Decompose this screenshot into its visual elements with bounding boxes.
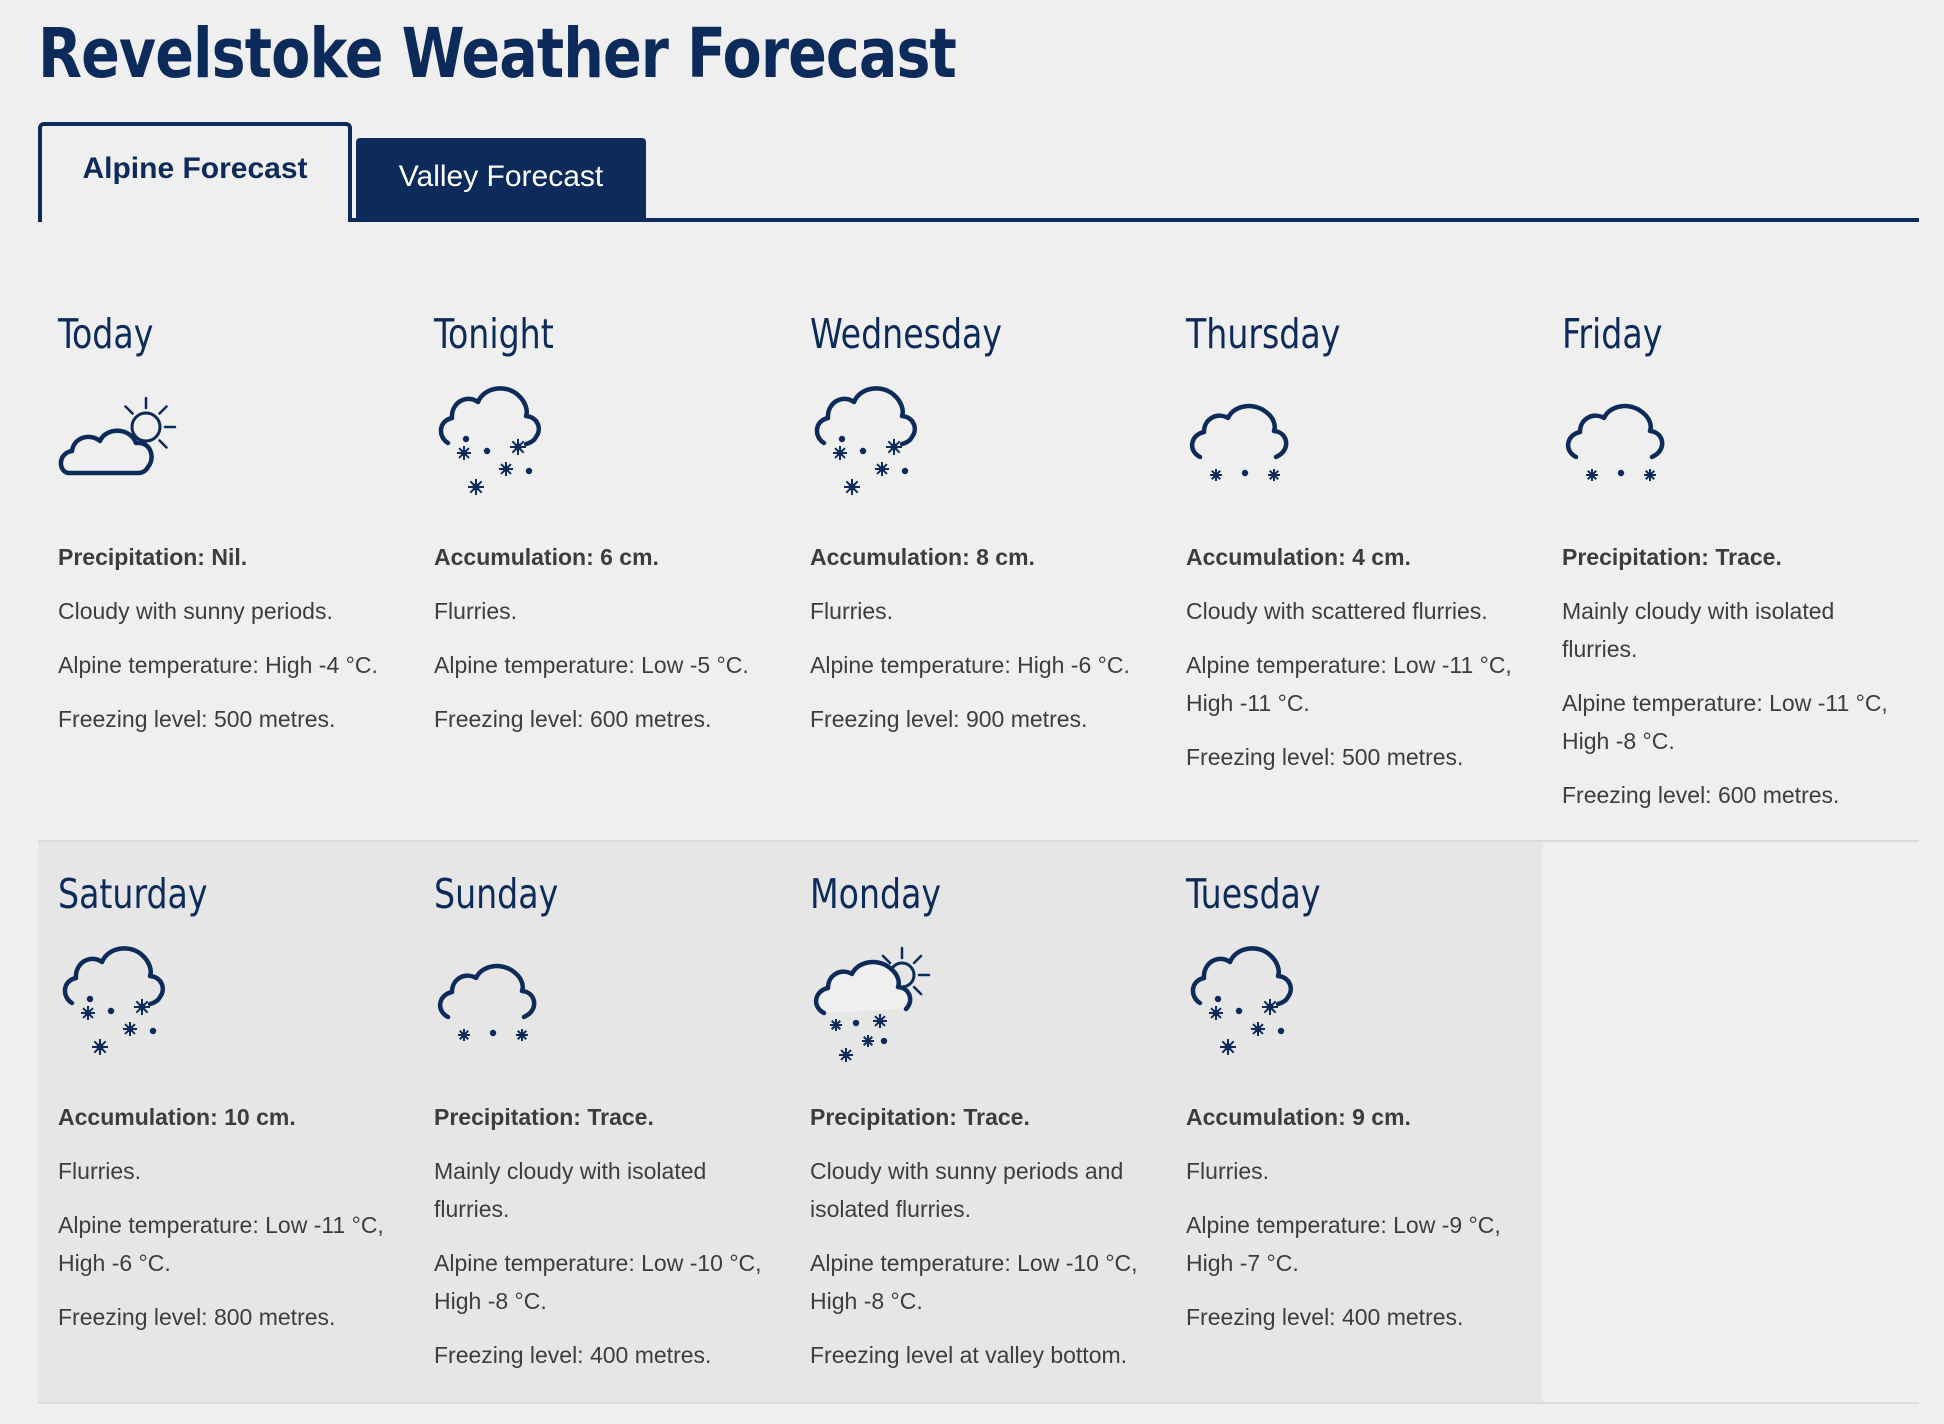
weather-summary: Mainly cloudy with isolated flurries. — [1562, 598, 1835, 662]
day-name: Today — [58, 310, 154, 358]
weather-summary: Flurries. — [1186, 1158, 1270, 1184]
cloud-heavy-snow-icon — [58, 945, 188, 1065]
day-details — [434, 1098, 774, 1390]
freezing-level: Freezing level: 500 metres. — [58, 706, 336, 732]
weather-summary: Cloudy with scattered flurries. — [1186, 598, 1488, 624]
weather-summary: Mainly cloudy with isolated flurries. — [434, 1158, 707, 1222]
day-details — [434, 538, 774, 754]
alpine-temperature: Alpine temperature: Low -11 °C, High -11 °C. — [1186, 652, 1512, 716]
freezing-level: Freezing level: 400 metres. — [1186, 1304, 1464, 1330]
cloud-sun-snow-icon — [810, 945, 940, 1065]
forecast-tabs — [38, 120, 1919, 222]
day-details — [1186, 1098, 1526, 1352]
weather-summary: Flurries. — [810, 598, 894, 624]
day-details — [58, 538, 398, 754]
freezing-level: Freezing level at valley bottom. — [810, 1342, 1128, 1368]
cloud-light-snow-icon — [1186, 385, 1316, 505]
precipitation-summary: Accumulation: 9 cm. — [1186, 1104, 1411, 1130]
precipitation-summary: Precipitation: Trace. — [810, 1104, 1030, 1130]
cloud-light-snow-icon — [1562, 385, 1692, 505]
day-name: Tonight — [434, 310, 554, 358]
cloud-heavy-snow-icon — [810, 385, 940, 505]
day-name: Tuesday — [1186, 870, 1321, 918]
alpine-temperature: Alpine temperature: Low -10 °C, High -8 °C. — [434, 1250, 762, 1314]
day-details — [1562, 538, 1902, 830]
alpine-temperature: Alpine temperature: Low -9 °C, High -7 °C. — [1186, 1212, 1501, 1276]
day-name: Wednesday — [810, 310, 1003, 358]
cloud-heavy-snow-icon — [434, 385, 564, 505]
freezing-level: Freezing level: 800 metres. — [58, 1304, 336, 1330]
cloud-sun-icon — [58, 385, 188, 505]
day-name: Sunday — [434, 870, 559, 918]
day-name: Monday — [810, 870, 942, 918]
precipitation-summary: Accumulation: 10 cm. — [58, 1104, 296, 1130]
cloud-light-snow-icon — [434, 945, 564, 1065]
day-details — [810, 1098, 1150, 1390]
weather-summary: Cloudy with sunny periods and isolated flurries. — [810, 1158, 1124, 1222]
alpine-temperature: Alpine temperature: Low -5 °C. — [434, 652, 749, 678]
precipitation-summary: Accumulation: 4 cm. — [1186, 544, 1411, 570]
alpine-temperature: Alpine temperature: Low -11 °C, High -8 °C. — [1562, 690, 1888, 754]
day-details — [810, 538, 1150, 754]
alpine-temperature: Alpine temperature: Low -10 °C, High -8 °C. — [810, 1250, 1138, 1314]
freezing-level: Freezing level: 600 metres. — [434, 706, 712, 732]
alpine-temperature: Alpine temperature: High -6 °C. — [810, 652, 1130, 678]
day-details — [58, 1098, 398, 1352]
weather-summary: Flurries. — [58, 1158, 142, 1184]
freezing-level: Freezing level: 500 metres. — [1186, 744, 1464, 770]
row-divider — [38, 1402, 1919, 1404]
freezing-level: Freezing level: 900 metres. — [810, 706, 1088, 732]
precipitation-summary: Precipitation: Trace. — [1562, 544, 1782, 570]
alpine-temperature: Alpine temperature: Low -11 °C, High -6 °C. — [58, 1212, 384, 1276]
tab-alpine-forecast[interactable]: Alpine Forecast — [38, 122, 352, 222]
weather-summary: Flurries. — [434, 598, 518, 624]
precipitation-summary: Accumulation: 6 cm. — [434, 544, 659, 570]
freezing-level: Freezing level: 600 metres. — [1562, 782, 1840, 808]
tab-valley-forecast[interactable]: Valley Forecast — [356, 138, 646, 218]
alpine-temperature: Alpine temperature: High -4 °C. — [58, 652, 378, 678]
day-name: Thursday — [1186, 310, 1341, 358]
day-name: Saturday — [58, 870, 208, 918]
freezing-level: Freezing level: 400 metres. — [434, 1342, 712, 1368]
day-name: Friday — [1562, 310, 1663, 358]
precipitation-summary: Precipitation: Trace. — [434, 1104, 654, 1130]
precipitation-summary: Precipitation: Nil. — [58, 544, 248, 570]
forecast-grid — [38, 222, 1919, 1402]
weather-summary: Cloudy with sunny periods. — [58, 598, 333, 624]
cloud-heavy-snow-icon — [1186, 945, 1316, 1065]
page-title: Revelstoke Weather Forecast — [38, 14, 956, 94]
precipitation-summary: Accumulation: 8 cm. — [810, 544, 1035, 570]
day-details — [1186, 538, 1526, 792]
